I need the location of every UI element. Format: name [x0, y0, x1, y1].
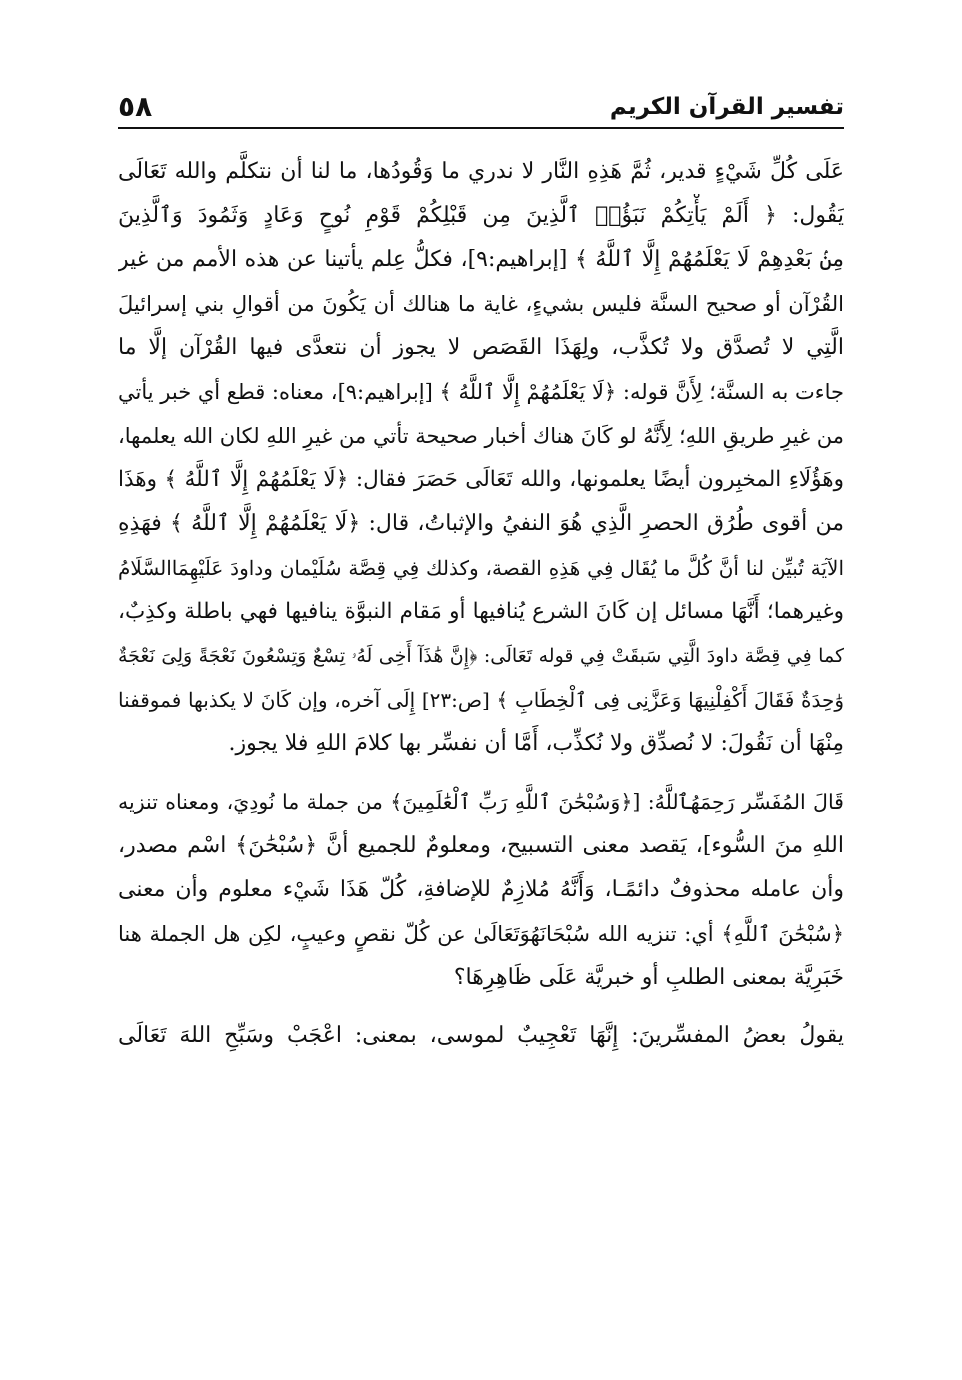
text-line: وهَؤُلَاءِ المخبِرون أيضًا يعلمونها، والله تَعَالَى حَصَرَ فقال: ﴿لَا يَعْلَمُهُمْ إِلَّا ٱللَّهُ ﴾ وهَذَا: [118, 467, 844, 492]
text-line: من أقوى طُرُق الحصرِ الَّذِي هُوَ النفيُ والإثباتُ، قال: ﴿لَا يَعْلَمُهُمْ إِلَّا ٱللَّهُ ﴾ فهَذِهِ: [118, 511, 844, 536]
text-line: مِنۢ بَعْدِهِمْ لَا يَعْلَمُهُمْ إِلَّا ٱللَّهُ ﴾ [إبراهيم:٩]، فكلُّ عِلم يأتينا عن هذه الأمم من غير: [118, 247, 844, 272]
text-line: خَبَرِيَّة بمعنى الطلبِ أو خبريَّة عَلَى ظَاهِرِهَا؟: [453, 965, 844, 990]
text-line: جاءت به السنَّة؛ لِأَنَّ قوله: ﴿لَا يَعْلَمُهُمْ إِلَّا ٱللَّهُ ﴾ [إبراهيم:٩]، معناه: قطع أي خبر يأتي: [118, 380, 844, 404]
text-line: وغيرهما؛ أَنَّهَا مسائل إن كَانَ الشرع يُنافيها أو مَقام النبوَّة ينافيها فهي باطلة وكذِبٌ،: [118, 599, 844, 624]
text-line: اللهِ منَ السُّوء]، يَقصد معنى التسبيح، ومعلومٌ للجميع أنَّ ﴿سُبْحَٰنَ﴾ اسْم مصدر،: [118, 833, 844, 858]
text-line: يقولُ بعضُ المفسِّرينَ: إِنَّهَا تَعْجِيبٌ لموسى، بمعنى: اعْجَبْ وسَبِّحِ اللهَ تَعَالَى: [118, 1023, 844, 1048]
running-title: تفسير القرآن الكريم: [609, 94, 844, 120]
text-line: عَلَى كُلِّ شَيْءٍ قدير، ثُمَّ هَذِهِ النَّار لا ندري ما وَقُودُها، ما لنا أن نتكلَّم والله تَعَالَى: [118, 159, 844, 184]
paragraph-1: [118, 150, 844, 766]
text-line: كما فِي قِصَّة داودَ الَّتِي سَبقَتْ فِي قوله تَعَالَى: ﴿إِنَّ هَٰذَآ أَخِى لَهُۥ تِسْعٌ وَتِسْعُونَ نَعْجَةً وَلِىَ نَعْجَةٌ: [118, 645, 844, 667]
paragraph-3: [118, 1014, 844, 1058]
running-header: [118, 86, 844, 126]
text-line: وَٰحِدَةٌ فَقَالَ أَكْفِلْنِيهَا وَعَزَّنِى فِى ٱلْخِطَابِ ﴾ [ص:٢٣] إِلَى آخره، وإن كَانَ لا يكذبها فموقفنا: [118, 688, 844, 712]
text-line: ﴿سُبْحَٰنَ ٱللَّهِ﴾ أي: تنزيه الله سُبْحَانَهُوَتَعَالَىٰ عن كُلّ نقصٍ وعيبٍ، لكِن هل الجملة هنا: [118, 922, 844, 946]
text-line: قَالَ المُفَسِّر رَحِمَهُٱللَّهُ: [﴿وَسُبْحَٰنَ ٱللَّهِ رَبِّ ٱلْعَٰلَمِينَ﴾ من جملة ما نُودِيَ، ومعناه تنزيه: [118, 790, 844, 814]
text-line: من غيرِ طريقِ اللهِ؛ لِأَنَّهُ لو كَانَ هناك أخبار صحيحة تأتي من غيرِ اللهِ لكان الله يعلمها،: [118, 424, 844, 448]
text-line: القُرْآن أو صحيح السنَّة فليس بشيءٍ، غاية ما هنالك أن يَكُونَ من أقوالِ بني إسرائيلَ: [118, 292, 844, 316]
header-rule: [118, 127, 844, 129]
text-line: وأن عامله محذوفٌ دائمًـا، وَأَنَّهُ مُلازِمٌ للإضافةِ، كُلّ هَذَا شَيْء معلوم وأن معنى: [118, 877, 844, 902]
text-line: الآيَة تُبيِّن لنا أنَّ كُلَّ ما يُقَال فِي هَذِهِ القصة، وكذلك فِي قِصَّة سُلَيْمان وداودَ عَلَيْهِمَاالسَّلَامُ: [118, 556, 844, 580]
text-line: يَقُول: ﴿ أَلَمْ يَأْتِكُمْ نَبَؤُا۟ ٱلَّذِينَ مِن قَبْلِكُمْ قَوْمِ نُوحٍ وَعَادٍ وَثَمُودَ وَٱلَّذِينَ: [118, 203, 844, 228]
text-line: مِنْهَا أن نَقُولَ: لا نُصدِّق ولا نُكذِّب، أَمَّا أن نفسِّر بها كلامَ اللهِ فلا يجوز.: [228, 731, 844, 756]
text-line: الَّتِي لا تُصدَّق ولا تُكذَّب، ولِهَذَا القَصَص لا يجوز أن نتعدَّى فيها القُرْآن إلَّا ما: [118, 335, 844, 360]
body-text: [118, 150, 844, 1058]
paragraph-2: [118, 780, 844, 1000]
page-number: ٥٨: [118, 90, 153, 123]
